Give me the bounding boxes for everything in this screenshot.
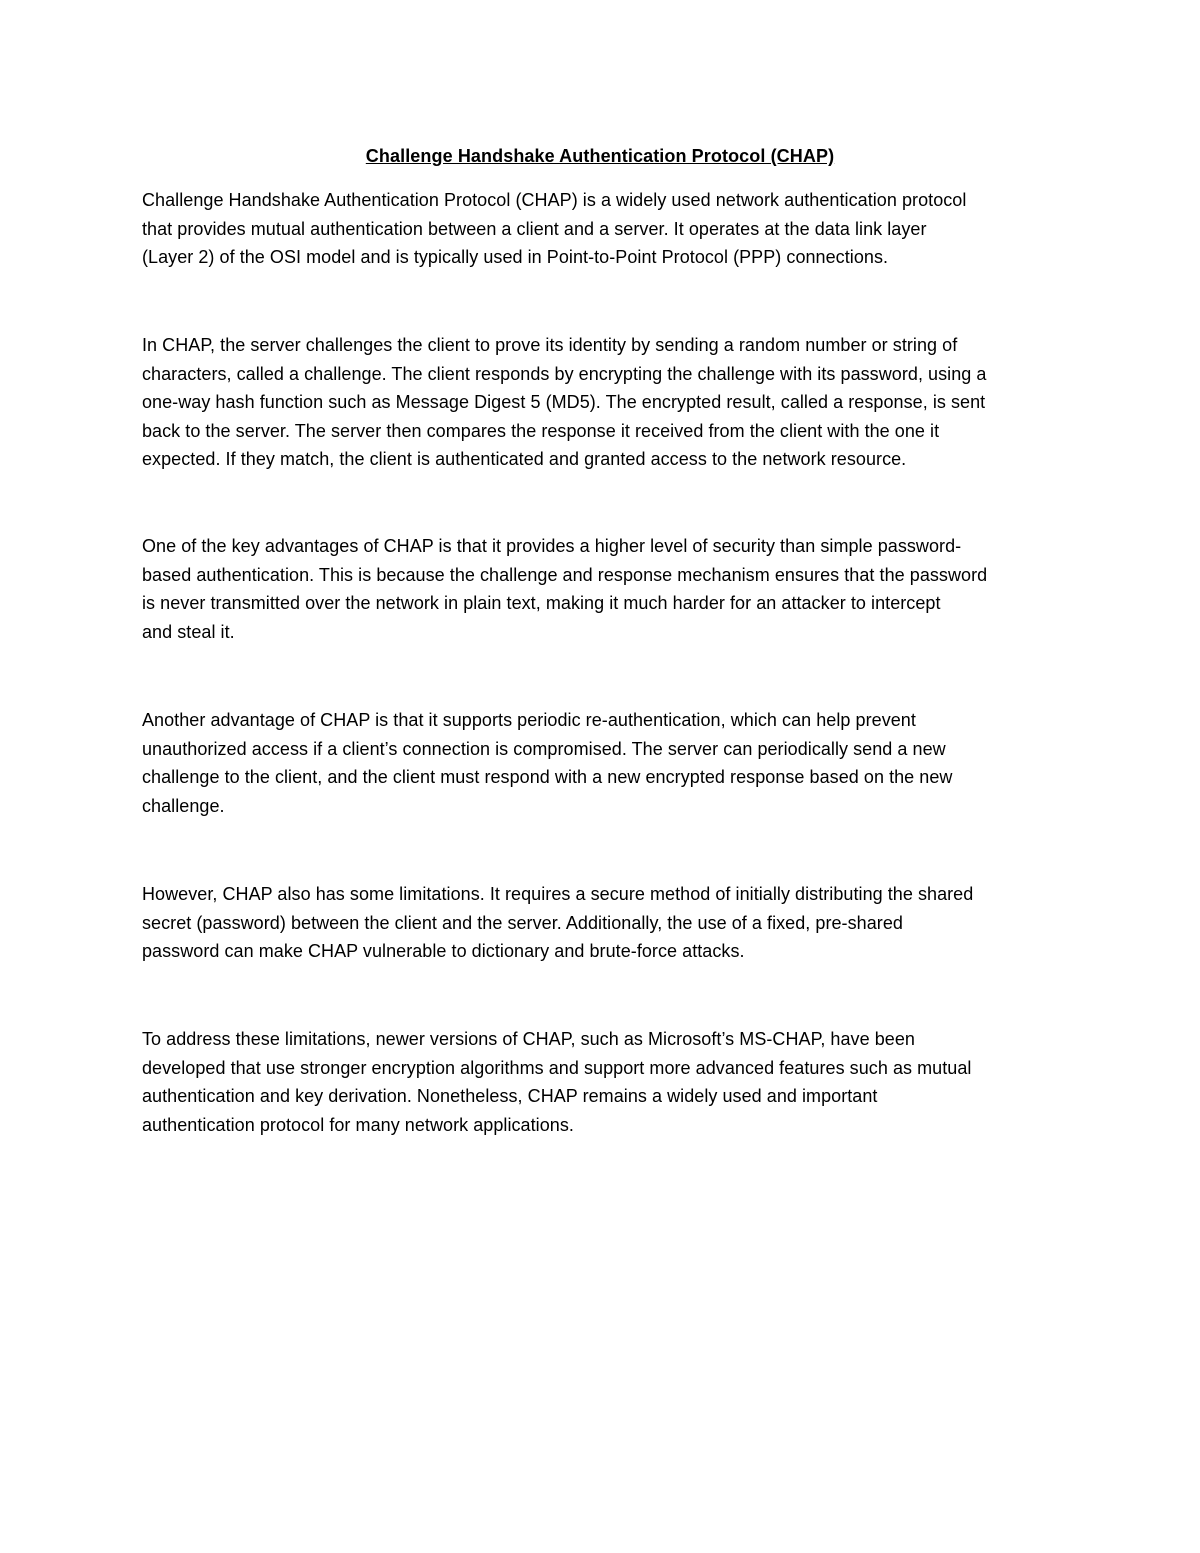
- document-title: Challenge Handshake Authentication Protocol (CHAP): [365, 146, 835, 166]
- paragraph-line: unauthorized access if a client’s connection is compromised. The server can periodically send a new: [142, 738, 946, 759]
- paragraph-line: Another advantage of CHAP is that it supports periodic re-authentication, which can help prevent: [142, 710, 916, 730]
- paragraph-line: challenge to the client, and the client must respond with a new encrypted response based on the new: [142, 767, 953, 788]
- paragraph-line: and steal it.: [142, 621, 235, 642]
- paragraph-line: secret (password) between the client and the server. Additionally, the use of a fixed, pre-shared: [142, 912, 903, 933]
- paragraph-reauthentication: [142, 706, 1067, 820]
- paragraph-line: Challenge Handshake Authentication Protocol (CHAP) is a widely used network authentication protocol: [142, 190, 967, 210]
- paragraph-line: challenge.: [142, 795, 225, 816]
- paragraph-line: authentication and key derivation. Nonetheless, CHAP remains a widely used and important: [142, 1086, 878, 1107]
- paragraph-line: one-way hash function such as Message Digest 5 (MD5). The encrypted result, called a response, is sent: [142, 392, 986, 413]
- paragraph-line: password can make CHAP vulnerable to dictionary and brute-force attacks.: [142, 941, 745, 962]
- paragraph-line: (Layer 2) of the OSI model and is typically used in Point-to-Point Protocol (PPP) connections.: [142, 247, 889, 268]
- paragraph-line: that provides mutual authentication between a client and a server. It operates at the data link layer: [142, 218, 927, 239]
- paragraph-line: is never transmitted over the network in plain text, making it much harder for an attacker to intercept: [142, 593, 941, 614]
- paragraph-line: However, CHAP also has some limitations. It requires a secure method of initially distributing the shared: [142, 884, 974, 904]
- paragraph-line: developed that use stronger encryption algorithms and support more advanced features such as mutual: [142, 1057, 972, 1078]
- paragraph-line: authentication protocol for many network applications.: [142, 1114, 574, 1135]
- paragraph-line: In CHAP, the server challenges the client to prove its identity by sending a random number or string of: [142, 335, 958, 355]
- paragraph-line: expected. If they match, the client is authenticated and granted access to the network resource.: [142, 449, 907, 470]
- paragraph-intro: [142, 186, 1067, 272]
- paragraph-how-chap-works: [142, 331, 1067, 474]
- paragraph-line: One of the key advantages of CHAP is that it provides a higher level of security than simple password-: [142, 536, 962, 556]
- paragraph-newer-versions: [142, 1025, 1067, 1139]
- paragraph-line: To address these limitations, newer versions of CHAP, such as Microsoft’s MS-CHAP, have been: [142, 1029, 915, 1049]
- paragraph-limitations: [142, 880, 1067, 966]
- paragraph-line: back to the server. The server then compares the response it received from the client with the one it: [142, 420, 940, 441]
- paragraph-line: characters, called a challenge. The client responds by encrypting the challenge with its password, using a: [142, 363, 987, 384]
- paragraph-security-advantage: [142, 532, 1067, 646]
- paragraph-line: based authentication. This is because the challenge and response mechanism ensures that the password: [142, 564, 988, 585]
